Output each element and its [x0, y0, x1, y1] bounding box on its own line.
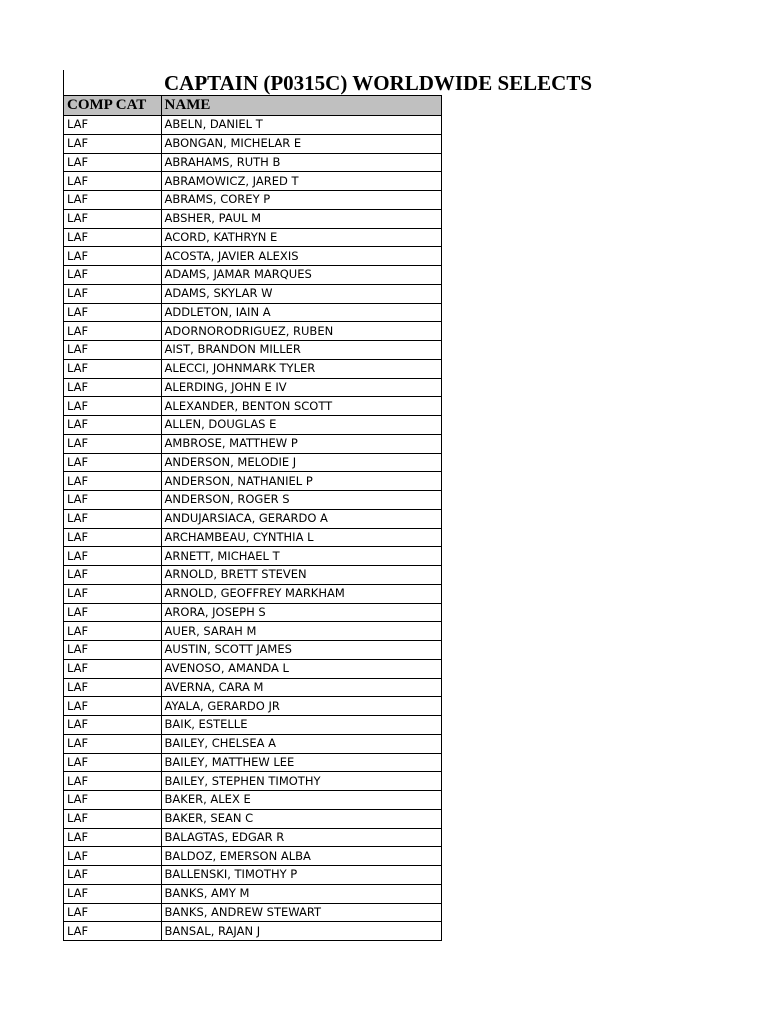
comp-cat-cell: LAF — [64, 697, 162, 716]
table-row — [64, 266, 442, 285]
comp-cat-cell: LAF — [64, 847, 162, 866]
table-row — [64, 378, 442, 397]
name-cell: ALERDING, JOHN E IV — [161, 378, 441, 397]
name-cell: ADAMS, SKYLAR W — [161, 284, 441, 303]
comp-cat-cell: LAF — [64, 566, 162, 585]
page-title: CAPTAIN (P0315C) WORLDWIDE SELECTS — [164, 71, 593, 95]
comp-cat-cell: LAF — [64, 359, 162, 378]
comp-cat-cell: LAF — [64, 753, 162, 772]
name-cell: BANSAL, RAJAN J — [161, 922, 441, 941]
comp-cat-cell: LAF — [64, 734, 162, 753]
table-row — [64, 228, 442, 247]
table-row — [64, 903, 442, 922]
name-cell: ABRAMS, COREY P — [161, 191, 441, 210]
table-row — [64, 772, 442, 791]
name-cell: ABELN, DANIEL T — [161, 116, 441, 135]
comp-cat-cell: LAF — [64, 116, 162, 135]
comp-cat-cell: LAF — [64, 153, 162, 172]
comp-cat-cell: LAF — [64, 922, 162, 941]
comp-cat-cell: LAF — [64, 641, 162, 660]
table-row — [64, 922, 442, 941]
table-row — [64, 828, 442, 847]
table-row — [64, 566, 442, 585]
table-header-row — [64, 96, 442, 116]
table-row — [64, 416, 442, 435]
comp-cat-cell: LAF — [64, 191, 162, 210]
name-cell: ADDLETON, IAIN A — [161, 303, 441, 322]
table-row — [64, 622, 442, 641]
name-cell: BANKS, ANDREW STEWART — [161, 903, 441, 922]
table-row — [64, 659, 442, 678]
table-row — [64, 641, 442, 660]
comp-cat-cell: LAF — [64, 791, 162, 810]
name-cell: BAIK, ESTELLE — [161, 716, 441, 735]
name-cell: ABRAHAMS, RUTH B — [161, 153, 441, 172]
table-row — [64, 734, 442, 753]
name-cell: ABSHER, PAUL M — [161, 209, 441, 228]
name-cell: ANDERSON, MELODIE J — [161, 453, 441, 472]
comp-cat-cell: LAF — [64, 472, 162, 491]
name-cell: ANDERSON, NATHANIEL P — [161, 472, 441, 491]
table-row — [64, 303, 442, 322]
table-row — [64, 528, 442, 547]
name-cell: BAILEY, STEPHEN TIMOTHY — [161, 772, 441, 791]
name-cell: ADORNORODRIGUEZ, RUBEN — [161, 322, 441, 341]
name-cell: ALEXANDER, BENTON SCOTT — [161, 397, 441, 416]
table-row — [64, 884, 442, 903]
table-row — [64, 397, 442, 416]
comp-cat-cell: LAF — [64, 228, 162, 247]
name-cell: ARNOLD, BRETT STEVEN — [161, 566, 441, 585]
comp-cat-cell: LAF — [64, 678, 162, 697]
table-row — [64, 247, 442, 266]
comp-cat-cell: LAF — [64, 453, 162, 472]
name-cell: ABRAMOWICZ, JARED T — [161, 172, 441, 191]
name-cell: ARNETT, MICHAEL T — [161, 547, 441, 566]
name-cell: BAILEY, MATTHEW LEE — [161, 753, 441, 772]
comp-cat-cell: LAF — [64, 378, 162, 397]
name-cell: ANDERSON, ROGER S — [161, 491, 441, 510]
table-row — [64, 753, 442, 772]
name-cell: BALLENSKI, TIMOTHY P — [161, 866, 441, 885]
comp-cat-cell: LAF — [64, 434, 162, 453]
name-cell: BAKER, SEAN C — [161, 809, 441, 828]
comp-cat-cell: LAF — [64, 491, 162, 510]
comp-cat-cell: LAF — [64, 341, 162, 360]
table-row — [64, 322, 442, 341]
comp-cat-cell: LAF — [64, 903, 162, 922]
table-row — [64, 341, 442, 360]
comp-cat-cell: LAF — [64, 828, 162, 847]
table-row — [64, 284, 442, 303]
name-cell: BAILEY, CHELSEA A — [161, 734, 441, 753]
comp-cat-cell: LAF — [64, 603, 162, 622]
name-cell: AUSTIN, SCOTT JAMES — [161, 641, 441, 660]
table-row — [64, 716, 442, 735]
name-cell: BAKER, ALEX E — [161, 791, 441, 810]
name-cell: ALECCI, JOHNMARK TYLER — [161, 359, 441, 378]
name-cell: ADAMS, JAMAR MARQUES — [161, 266, 441, 285]
table-row — [64, 847, 442, 866]
comp-cat-cell: LAF — [64, 622, 162, 641]
table-row — [64, 866, 442, 885]
comp-cat-cell: LAF — [64, 303, 162, 322]
name-cell: BALAGTAS, EDGAR R — [161, 828, 441, 847]
name-cell: ACORD, KATHRYN E — [161, 228, 441, 247]
table-row — [64, 584, 442, 603]
name-cell: ACOSTA, JAVIER ALEXIS — [161, 247, 441, 266]
name-cell: ALLEN, DOUGLAS E — [161, 416, 441, 435]
table-row — [64, 697, 442, 716]
left-border-line — [63, 70, 64, 96]
table-row — [64, 191, 442, 210]
name-cell: AIST, BRANDON MILLER — [161, 341, 441, 360]
name-cell: AVERNA, CARA M — [161, 678, 441, 697]
name-cell: AMBROSE, MATTHEW P — [161, 434, 441, 453]
comp-cat-cell: LAF — [64, 716, 162, 735]
table-row — [64, 678, 442, 697]
column-header-name: NAME — [161, 96, 441, 116]
table-row — [64, 547, 442, 566]
table-row — [64, 603, 442, 622]
comp-cat-cell: LAF — [64, 584, 162, 603]
table-body — [64, 116, 442, 941]
name-cell: ARORA, JOSEPH S — [161, 603, 441, 622]
table-row — [64, 434, 442, 453]
comp-cat-cell: LAF — [64, 659, 162, 678]
name-cell: ARCHAMBEAU, CYNTHIA L — [161, 528, 441, 547]
table-row — [64, 116, 442, 135]
table-row — [64, 509, 442, 528]
table-row — [64, 153, 442, 172]
name-cell: BANKS, AMY M — [161, 884, 441, 903]
comp-cat-cell: LAF — [64, 322, 162, 341]
comp-cat-cell: LAF — [64, 772, 162, 791]
name-cell: ABONGAN, MICHELAR E — [161, 134, 441, 153]
name-cell: ANDUJARSIACA, GERARDO A — [161, 509, 441, 528]
comp-cat-cell: LAF — [64, 209, 162, 228]
comp-cat-cell: LAF — [64, 809, 162, 828]
table-row — [64, 209, 442, 228]
comp-cat-cell: LAF — [64, 528, 162, 547]
name-cell: AVENOSO, AMANDA L — [161, 659, 441, 678]
comp-cat-cell: LAF — [64, 547, 162, 566]
name-cell: ARNOLD, GEOFFREY MARKHAM — [161, 584, 441, 603]
comp-cat-cell: LAF — [64, 266, 162, 285]
table-row — [64, 491, 442, 510]
comp-cat-cell: LAF — [64, 247, 162, 266]
comp-cat-cell: LAF — [64, 866, 162, 885]
comp-cat-cell: LAF — [64, 416, 162, 435]
comp-cat-cell: LAF — [64, 397, 162, 416]
table-row — [64, 134, 442, 153]
selects-table — [63, 95, 442, 941]
table-row — [64, 359, 442, 378]
table-row — [64, 472, 442, 491]
comp-cat-cell: LAF — [64, 884, 162, 903]
comp-cat-cell: LAF — [64, 172, 162, 191]
table-row — [64, 453, 442, 472]
table-row — [64, 809, 442, 828]
comp-cat-cell: LAF — [64, 134, 162, 153]
column-header-comp-cat: COMP CAT — [64, 96, 162, 116]
name-cell: AUER, SARAH M — [161, 622, 441, 641]
name-cell: AYALA, GERARDO JR — [161, 697, 441, 716]
comp-cat-cell: LAF — [64, 509, 162, 528]
table-row — [64, 791, 442, 810]
table-row — [64, 172, 442, 191]
comp-cat-cell: LAF — [64, 284, 162, 303]
name-cell: BALDOZ, EMERSON ALBA — [161, 847, 441, 866]
